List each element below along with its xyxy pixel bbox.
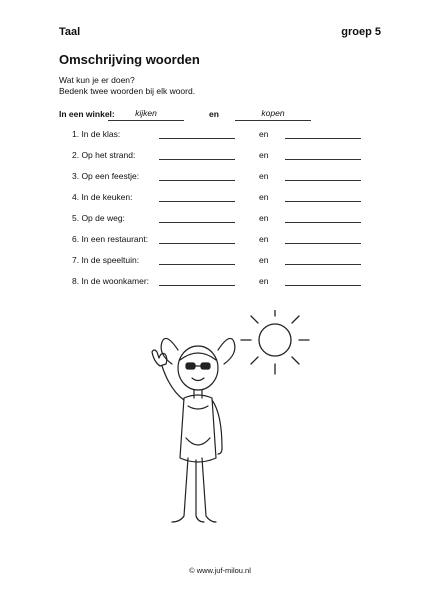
exercise-label: 5. Op de weg: — [72, 213, 125, 223]
grade-label: groep 5 — [341, 26, 381, 38]
exercise-row — [72, 192, 372, 206]
example-answer-2: kopen — [235, 108, 311, 121]
connector-text: en — [259, 276, 269, 286]
instruction-line: Bedenk twee woorden bij elk woord. — [59, 86, 196, 96]
answer-blank-1[interactable] — [159, 201, 235, 202]
subject-label: Taal — [59, 26, 81, 38]
exercise-label: 7. In de speeltuin: — [72, 255, 140, 265]
sun-icon — [241, 310, 309, 374]
answer-blank-1[interactable] — [159, 285, 235, 286]
answer-blank-1[interactable] — [159, 180, 235, 181]
exercise-row — [72, 234, 372, 248]
exercise-label: 6. In een restaurant: — [72, 234, 149, 244]
answer-blank-2[interactable] — [285, 285, 361, 286]
exercise-row — [72, 213, 372, 227]
connector-text: en — [259, 150, 269, 160]
answer-blank-1[interactable] — [159, 222, 235, 223]
answer-blank-2[interactable] — [285, 180, 361, 181]
girl-figure — [152, 338, 235, 522]
answer-blank-1[interactable] — [159, 159, 235, 160]
connector-text: en — [259, 234, 269, 244]
answer-blank-2[interactable] — [285, 201, 361, 202]
example-answer-1: kijken — [108, 108, 184, 121]
answer-blank-2[interactable] — [285, 159, 361, 160]
connector-text: en — [259, 255, 269, 265]
example-row — [59, 109, 389, 123]
answer-blank-2[interactable] — [285, 222, 361, 223]
example-connector: en — [209, 109, 219, 119]
answer-blank-1[interactable] — [159, 264, 235, 265]
example-label: In een winkel: — [59, 109, 115, 119]
exercise-row — [72, 171, 372, 185]
answer-blank-2[interactable] — [285, 264, 361, 265]
exercise-label: 8. In de woonkamer: — [72, 276, 150, 286]
exercise-row — [72, 150, 372, 164]
footer-credit: © www.juf-milou.nl — [189, 566, 251, 575]
page-title: Omschrijving woorden — [59, 52, 200, 67]
exercise-row — [72, 255, 372, 269]
connector-text: en — [259, 171, 269, 181]
beach-girl-illustration — [130, 310, 330, 530]
exercise-label: 1. In de klas: — [72, 129, 121, 139]
exercise-row — [72, 129, 372, 143]
exercise-label: 2. Op het strand: — [72, 150, 136, 160]
answer-blank-2[interactable] — [285, 243, 361, 244]
instruction-line: Wat kun je er doen? — [59, 75, 135, 85]
connector-text: en — [259, 192, 269, 202]
exercise-label: 3. Op een feestje: — [72, 171, 140, 181]
answer-blank-2[interactable] — [285, 138, 361, 139]
connector-text: en — [259, 129, 269, 139]
exercise-label: 4. In de keuken: — [72, 192, 133, 202]
exercise-row — [72, 276, 372, 290]
answer-blank-1[interactable] — [159, 243, 235, 244]
connector-text: en — [259, 213, 269, 223]
answer-blank-1[interactable] — [159, 138, 235, 139]
